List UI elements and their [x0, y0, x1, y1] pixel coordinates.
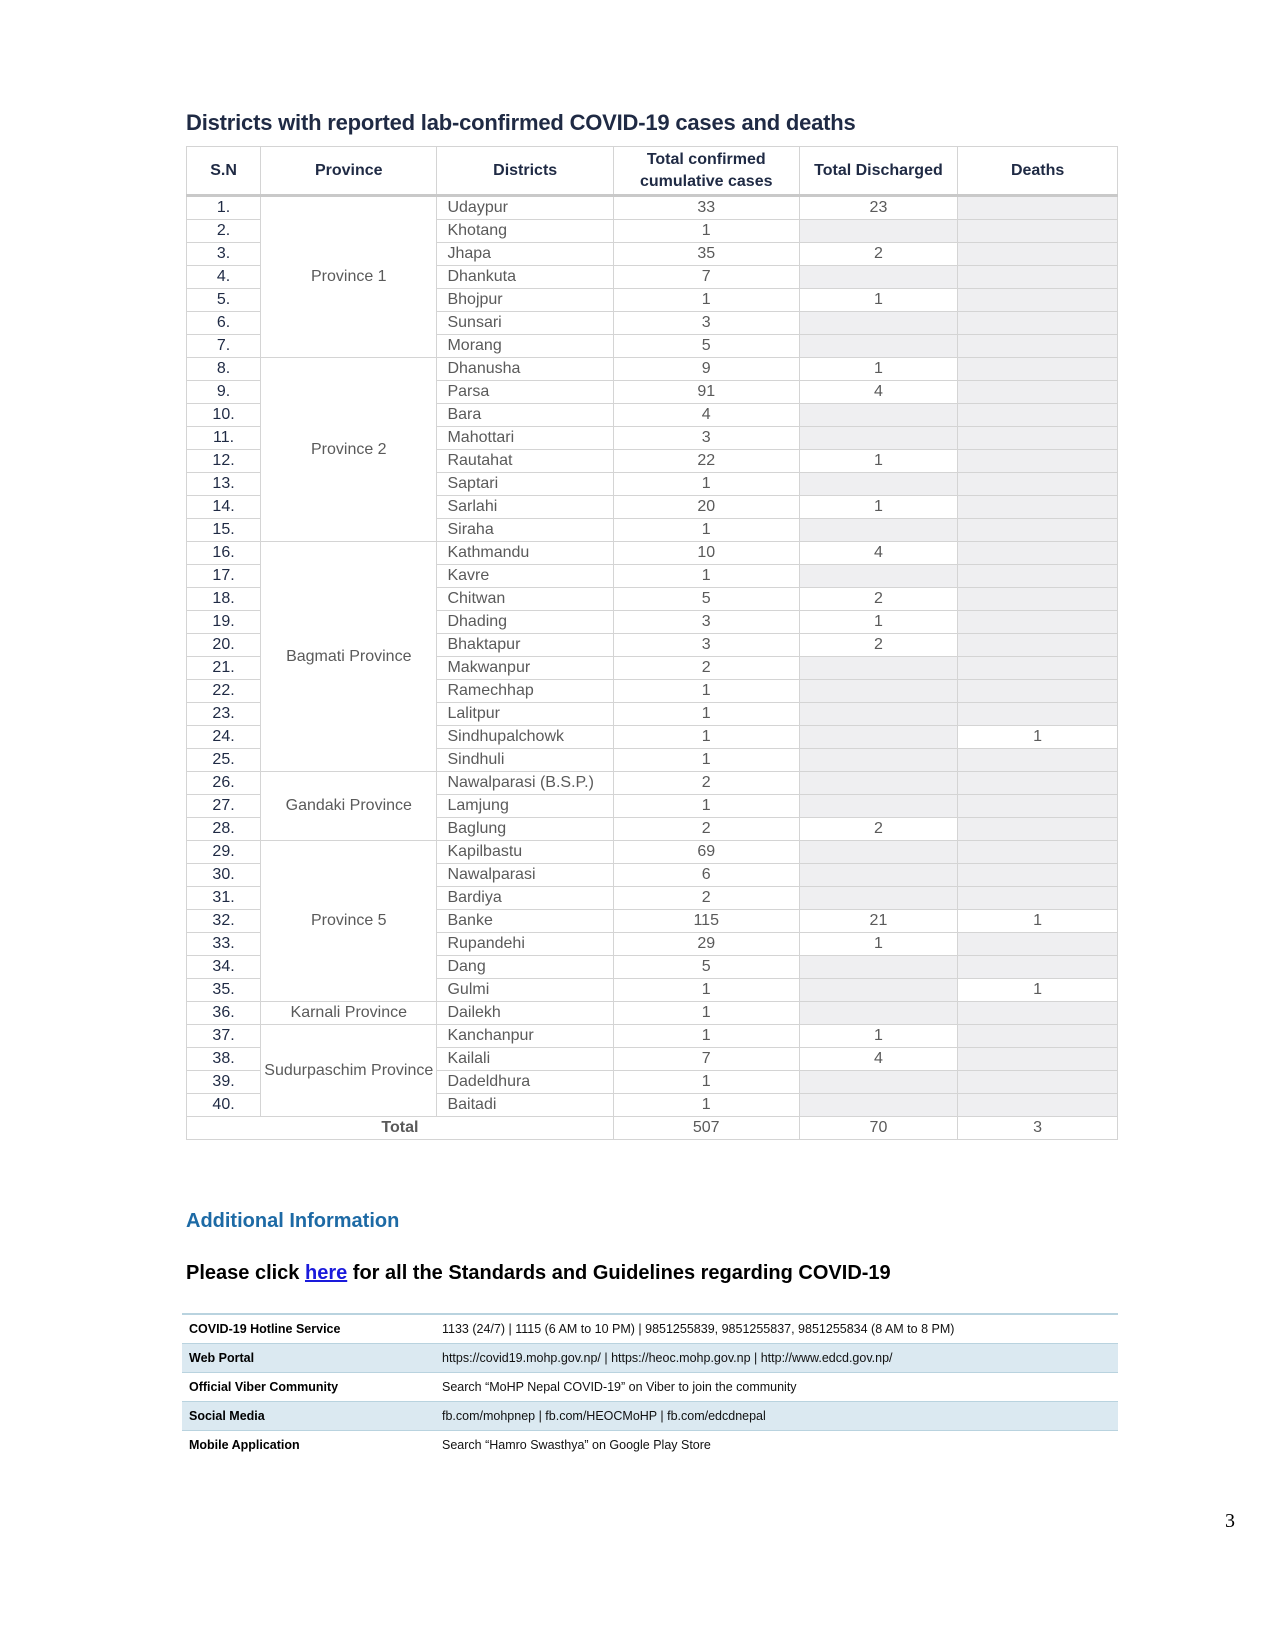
row-deaths: 1 — [958, 910, 1118, 933]
row-deaths — [958, 335, 1118, 358]
row-total-cases: 3 — [613, 312, 799, 335]
row-discharged — [799, 841, 958, 864]
row-sn: 9. — [187, 381, 261, 404]
row-discharged — [799, 473, 958, 496]
row-district: Rautahat — [437, 450, 613, 473]
row-total-cases: 4 — [613, 404, 799, 427]
row-sn: 7. — [187, 335, 261, 358]
row-sn: 25. — [187, 749, 261, 772]
row-total-cases: 22 — [613, 450, 799, 473]
row-total-cases: 5 — [613, 335, 799, 358]
row-total-cases: 35 — [613, 243, 799, 266]
total-deaths: 3 — [958, 1117, 1118, 1140]
row-sn: 24. — [187, 726, 261, 749]
row-district: Kapilbastu — [437, 841, 613, 864]
row-total-cases: 1 — [613, 1025, 799, 1048]
info-value: 1133 (24/7) | 1115 (6 AM to 10 PM) | 9851255839, 9851255837, 9851255834 (8 AM to 8 PM) — [435, 1314, 1118, 1344]
row-deaths — [958, 427, 1118, 450]
header-total-confirmed-line2: cumulative cases — [639, 172, 773, 190]
row-total-cases: 1 — [613, 519, 799, 542]
info-value: Search “MoHP Nepal COVID-19” on Viber to join the community — [435, 1373, 1118, 1402]
row-discharged: 1 — [799, 358, 958, 381]
row-sn: 19. — [187, 611, 261, 634]
row-total-cases: 115 — [613, 910, 799, 933]
row-district: Bhojpur — [437, 289, 613, 312]
row-total-cases: 29 — [613, 933, 799, 956]
row-discharged — [799, 703, 958, 726]
row-total-cases: 1 — [613, 220, 799, 243]
guidelines-line — [186, 1262, 891, 1285]
row-deaths — [958, 312, 1118, 335]
row-district: Dhanusha — [437, 358, 613, 381]
row-deaths — [958, 243, 1118, 266]
row-sn: 40. — [187, 1094, 261, 1117]
row-district: Gulmi — [437, 979, 613, 1002]
row-discharged: 23 — [799, 196, 958, 220]
header-total-confirmed — [613, 147, 799, 196]
row-deaths — [958, 795, 1118, 818]
row-discharged — [799, 864, 958, 887]
row-district: Mahottari — [437, 427, 613, 450]
row-discharged — [799, 266, 958, 289]
row-sn: 30. — [187, 864, 261, 887]
row-total-cases: 1 — [613, 565, 799, 588]
table-row — [187, 1025, 1118, 1048]
row-district: Bhaktapur — [437, 634, 613, 657]
row-total-cases: 1 — [613, 726, 799, 749]
row-deaths: 1 — [958, 979, 1118, 1002]
row-sn: 32. — [187, 910, 261, 933]
row-deaths — [958, 450, 1118, 473]
row-discharged: 1 — [799, 450, 958, 473]
row-district: Dailekh — [437, 1002, 613, 1025]
row-district: Dhading — [437, 611, 613, 634]
row-deaths — [958, 358, 1118, 381]
row-discharged — [799, 887, 958, 910]
guidelines-link[interactable]: here — [304, 1262, 348, 1284]
row-deaths — [958, 841, 1118, 864]
row-district: Siraha — [437, 519, 613, 542]
row-discharged: 1 — [799, 611, 958, 634]
info-key: Web Portal — [182, 1344, 435, 1373]
row-total-cases: 69 — [613, 841, 799, 864]
row-deaths — [958, 565, 1118, 588]
row-deaths — [958, 749, 1118, 772]
row-district: Kailali — [437, 1048, 613, 1071]
row-province: Gandaki Province — [261, 772, 437, 841]
row-total-cases: 6 — [613, 864, 799, 887]
row-deaths — [958, 864, 1118, 887]
guidelines-text-before: Please click — [186, 1262, 305, 1284]
row-district: Makwanpur — [437, 657, 613, 680]
row-sn: 21. — [187, 657, 261, 680]
row-discharged — [799, 1094, 958, 1117]
row-sn: 37. — [187, 1025, 261, 1048]
row-discharged: 2 — [799, 634, 958, 657]
row-total-cases: 2 — [613, 772, 799, 795]
guidelines-text-after: for all the Standards and Guidelines regarding COVID-19 — [347, 1262, 891, 1284]
row-total-cases: 3 — [613, 427, 799, 450]
row-sn: 33. — [187, 933, 261, 956]
table-row — [187, 1002, 1118, 1025]
row-district: Sunsari — [437, 312, 613, 335]
row-deaths — [958, 289, 1118, 312]
info-table-body — [182, 1314, 1118, 1459]
row-district: Parsa — [437, 381, 613, 404]
total-row — [187, 1117, 1118, 1140]
row-total-cases: 91 — [613, 381, 799, 404]
row-sn: 39. — [187, 1071, 261, 1094]
row-district: Dang — [437, 956, 613, 979]
row-sn: 16. — [187, 542, 261, 565]
row-district: Ramechhap — [437, 680, 613, 703]
row-province: Province 1 — [261, 196, 437, 358]
row-district: Bardiya — [437, 887, 613, 910]
row-deaths — [958, 634, 1118, 657]
header-total-confirmed-line1: Total confirmed — [646, 150, 766, 168]
row-deaths — [958, 196, 1118, 220]
row-district: Kanchanpur — [437, 1025, 613, 1048]
row-district: Rupandehi — [437, 933, 613, 956]
row-sn: 18. — [187, 588, 261, 611]
row-discharged — [799, 772, 958, 795]
info-table — [182, 1313, 1118, 1459]
row-district: Chitwan — [437, 588, 613, 611]
table-row — [187, 196, 1118, 220]
row-discharged — [799, 726, 958, 749]
row-discharged: 4 — [799, 542, 958, 565]
row-district: Dadeldhura — [437, 1071, 613, 1094]
row-sn: 10. — [187, 404, 261, 427]
row-deaths — [958, 496, 1118, 519]
row-discharged: 1 — [799, 289, 958, 312]
row-province: Bagmati Province — [261, 542, 437, 772]
row-discharged — [799, 1002, 958, 1025]
row-district: Dhankuta — [437, 266, 613, 289]
info-row — [182, 1314, 1118, 1344]
row-province: Province 5 — [261, 841, 437, 1002]
row-total-cases: 3 — [613, 611, 799, 634]
row-deaths — [958, 933, 1118, 956]
row-province: Province 2 — [261, 358, 437, 542]
row-discharged: 1 — [799, 496, 958, 519]
row-discharged — [799, 220, 958, 243]
row-district: Khotang — [437, 220, 613, 243]
info-row — [182, 1431, 1118, 1460]
row-sn: 31. — [187, 887, 261, 910]
row-discharged: 1 — [799, 1025, 958, 1048]
row-sn: 3. — [187, 243, 261, 266]
row-discharged: 2 — [799, 243, 958, 266]
row-district: Lalitpur — [437, 703, 613, 726]
row-deaths — [958, 1025, 1118, 1048]
row-district: Sindhupalchowk — [437, 726, 613, 749]
row-sn: 6. — [187, 312, 261, 335]
row-total-cases: 9 — [613, 358, 799, 381]
row-sn: 4. — [187, 266, 261, 289]
row-discharged — [799, 404, 958, 427]
row-discharged — [799, 427, 958, 450]
table-header-row — [187, 147, 1118, 196]
table-row — [187, 542, 1118, 565]
row-total-cases: 1 — [613, 795, 799, 818]
row-discharged — [799, 335, 958, 358]
row-deaths — [958, 703, 1118, 726]
row-deaths — [958, 887, 1118, 910]
row-sn: 20. — [187, 634, 261, 657]
row-deaths — [958, 473, 1118, 496]
row-discharged — [799, 519, 958, 542]
row-deaths — [958, 1048, 1118, 1071]
row-sn: 35. — [187, 979, 261, 1002]
row-district: Nawalparasi (B.S.P.) — [437, 772, 613, 795]
row-district: Banke — [437, 910, 613, 933]
row-sn: 14. — [187, 496, 261, 519]
row-sn: 2. — [187, 220, 261, 243]
header-province: Province — [261, 147, 437, 196]
row-sn: 34. — [187, 956, 261, 979]
row-deaths — [958, 519, 1118, 542]
row-district: Lamjung — [437, 795, 613, 818]
row-deaths: 1 — [958, 726, 1118, 749]
row-province: Sudurpaschim Province — [261, 1025, 437, 1117]
row-sn: 27. — [187, 795, 261, 818]
row-sn: 12. — [187, 450, 261, 473]
row-sn: 36. — [187, 1002, 261, 1025]
row-discharged — [799, 1071, 958, 1094]
row-sn: 8. — [187, 358, 261, 381]
row-total-cases: 3 — [613, 634, 799, 657]
row-sn: 22. — [187, 680, 261, 703]
total-discharged: 70 — [799, 1117, 958, 1140]
row-province: Karnali Province — [261, 1002, 437, 1025]
row-sn: 28. — [187, 818, 261, 841]
header-districts: Districts — [437, 147, 613, 196]
row-total-cases: 2 — [613, 657, 799, 680]
row-deaths — [958, 680, 1118, 703]
info-value: fb.com/mohpnep | fb.com/HEOCMoHP | fb.com/edcdnepal — [435, 1402, 1118, 1431]
row-discharged — [799, 979, 958, 1002]
header-total-discharged: Total Discharged — [799, 147, 958, 196]
info-value: Search “Hamro Swasthya” on Google Play Store — [435, 1431, 1118, 1460]
row-discharged — [799, 565, 958, 588]
row-deaths — [958, 220, 1118, 243]
row-sn: 29. — [187, 841, 261, 864]
row-discharged — [799, 657, 958, 680]
row-deaths — [958, 772, 1118, 795]
row-deaths — [958, 1071, 1118, 1094]
row-deaths — [958, 657, 1118, 680]
row-district: Nawalparasi — [437, 864, 613, 887]
row-district: Udaypur — [437, 196, 613, 220]
row-discharged: 4 — [799, 381, 958, 404]
row-district: Baglung — [437, 818, 613, 841]
row-district: Bara — [437, 404, 613, 427]
row-total-cases: 5 — [613, 588, 799, 611]
row-sn: 38. — [187, 1048, 261, 1071]
row-district: Jhapa — [437, 243, 613, 266]
row-discharged: 21 — [799, 910, 958, 933]
page-title: Districts with reported lab-confirmed COVID-19 cases and deaths — [186, 110, 856, 135]
row-district: Kathmandu — [437, 542, 613, 565]
row-sn: 23. — [187, 703, 261, 726]
total-label: Total — [187, 1117, 614, 1140]
row-sn: 11. — [187, 427, 261, 450]
row-discharged: 2 — [799, 818, 958, 841]
info-key: Official Viber Community — [182, 1373, 435, 1402]
row-discharged — [799, 749, 958, 772]
row-discharged: 4 — [799, 1048, 958, 1071]
row-deaths — [958, 1002, 1118, 1025]
row-sn: 13. — [187, 473, 261, 496]
row-deaths — [958, 818, 1118, 841]
row-total-cases: 1 — [613, 1002, 799, 1025]
row-sn: 26. — [187, 772, 261, 795]
table-row — [187, 772, 1118, 795]
row-district: Sarlahi — [437, 496, 613, 519]
cases-table-body — [187, 196, 1118, 1117]
row-total-cases: 2 — [613, 887, 799, 910]
row-deaths — [958, 542, 1118, 565]
row-sn: 15. — [187, 519, 261, 542]
row-total-cases: 1 — [613, 749, 799, 772]
row-district: Morang — [437, 335, 613, 358]
row-deaths — [958, 588, 1118, 611]
row-deaths — [958, 1094, 1118, 1117]
header-sn: S.N — [187, 147, 261, 196]
row-total-cases: 1 — [613, 1094, 799, 1117]
info-value: https://covid19.mohp.gov.np/ | https://heoc.mohp.gov.np | http://www.edcd.gov.np/ — [435, 1344, 1118, 1373]
info-row — [182, 1402, 1118, 1431]
row-discharged: 2 — [799, 588, 958, 611]
table-row — [187, 841, 1118, 864]
row-sn: 5. — [187, 289, 261, 312]
row-total-cases: 1 — [613, 1071, 799, 1094]
table-row — [187, 358, 1118, 381]
row-total-cases: 33 — [613, 196, 799, 220]
row-district: Saptari — [437, 473, 613, 496]
row-deaths — [958, 381, 1118, 404]
row-total-cases: 1 — [613, 979, 799, 1002]
info-key: Social Media — [182, 1402, 435, 1431]
header-deaths: Deaths — [958, 147, 1118, 196]
row-sn: 1. — [187, 196, 261, 220]
row-sn: 17. — [187, 565, 261, 588]
row-total-cases: 7 — [613, 1048, 799, 1071]
row-deaths — [958, 404, 1118, 427]
row-district: Kavre — [437, 565, 613, 588]
row-discharged — [799, 795, 958, 818]
row-total-cases: 10 — [613, 542, 799, 565]
row-total-cases: 5 — [613, 956, 799, 979]
row-total-cases: 20 — [613, 496, 799, 519]
row-total-cases: 1 — [613, 680, 799, 703]
row-total-cases: 7 — [613, 266, 799, 289]
row-district: Sindhuli — [437, 749, 613, 772]
row-deaths — [958, 266, 1118, 289]
row-district: Baitadi — [437, 1094, 613, 1117]
row-total-cases: 1 — [613, 473, 799, 496]
row-discharged — [799, 312, 958, 335]
row-discharged: 1 — [799, 933, 958, 956]
row-deaths — [958, 611, 1118, 634]
info-key: COVID-19 Hotline Service — [182, 1314, 435, 1344]
row-total-cases: 1 — [613, 289, 799, 312]
total-cases: 507 — [613, 1117, 799, 1140]
page-number: 3 — [1225, 1510, 1235, 1532]
info-row — [182, 1344, 1118, 1373]
cases-table — [186, 146, 1118, 1140]
row-total-cases: 1 — [613, 703, 799, 726]
row-discharged — [799, 956, 958, 979]
additional-info-heading: Additional Information — [186, 1210, 400, 1232]
row-deaths — [958, 956, 1118, 979]
info-row — [182, 1373, 1118, 1402]
row-total-cases: 2 — [613, 818, 799, 841]
row-discharged — [799, 680, 958, 703]
info-key: Mobile Application — [182, 1431, 435, 1460]
